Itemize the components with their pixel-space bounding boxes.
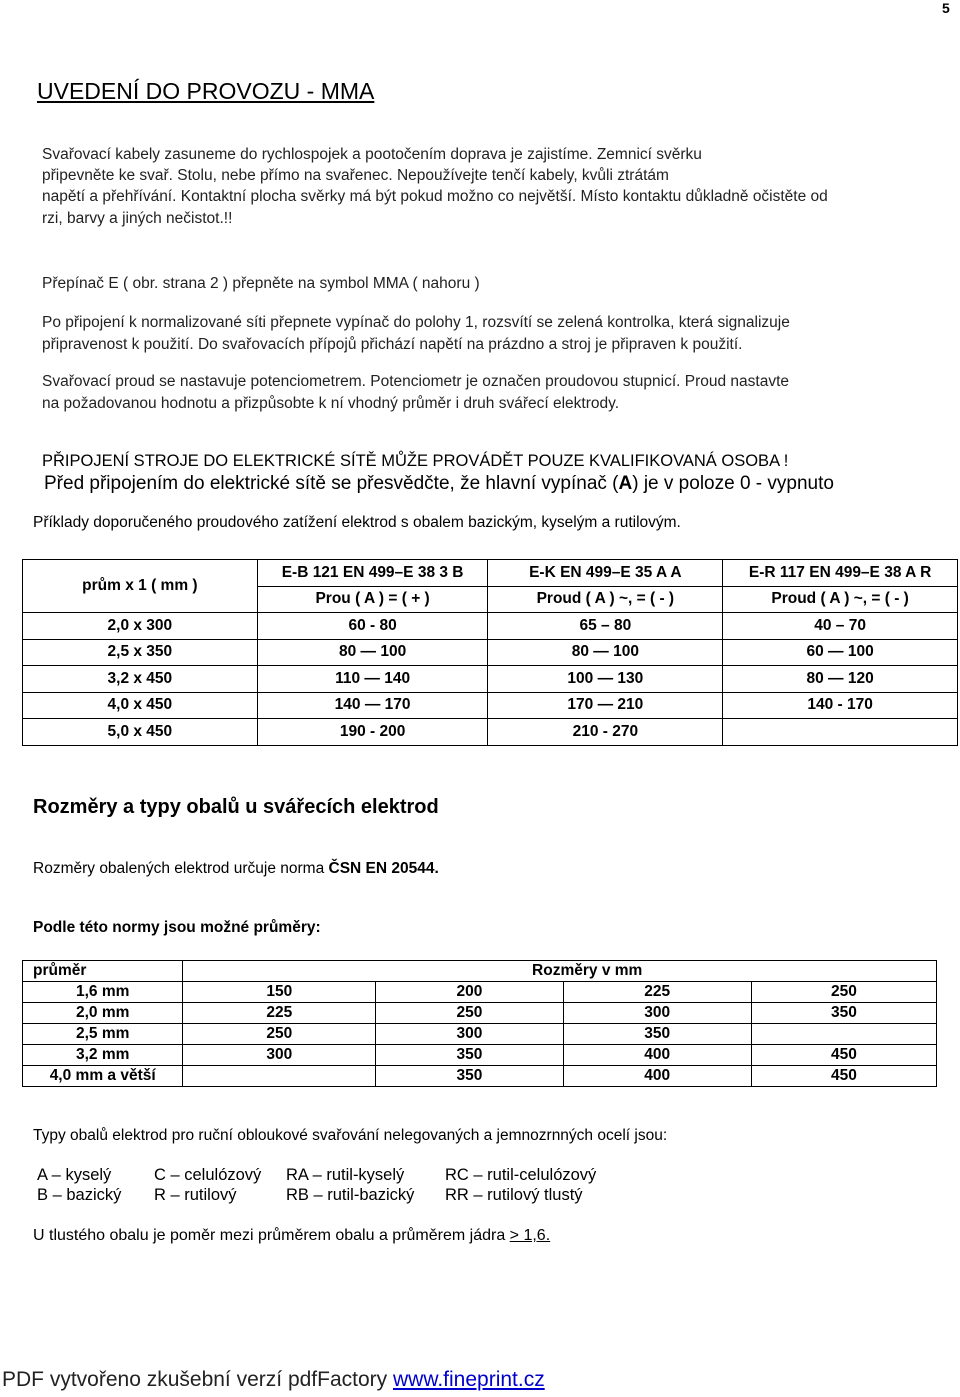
table-cell: 40 – 70: [723, 613, 958, 640]
table-cell: 80 — 120: [723, 666, 958, 693]
table-cell: 80 — 100: [488, 639, 723, 666]
table-cell: [723, 719, 958, 746]
table-row: [23, 719, 958, 746]
table-header-row: [23, 961, 937, 982]
table-row: [23, 1045, 937, 1066]
table-row: [23, 613, 958, 640]
header-electrode: E-K EN 499–E 35 A A: [488, 560, 723, 587]
coating-code: A – kyselý: [37, 1166, 112, 1184]
table-cell: 60 — 100: [723, 639, 958, 666]
text-line: připevněte ke svař. Stolu, nebe přímo na svařenec. Nepoužívejte tenčí kabely, kvůli ztrátám: [42, 167, 669, 184]
table-cell: 5,0 x 450: [23, 719, 258, 746]
switch-label: A: [618, 473, 633, 494]
text-line: Svařovací proud se nastavuje potenciometrem. Potenciometr je označen proudovou stupnicí. Proud nastavte: [42, 373, 790, 390]
table-cell: 350: [376, 1045, 563, 1066]
ratio-value: > 1,6.: [509, 1227, 551, 1244]
cable-paragraph: [42, 144, 942, 230]
text-line: Svařovací kabely zasuneme do rychlospojek a pootočením doprava je zajistíme. Zemnicí svěrku: [42, 146, 702, 163]
coating-code: RA – rutil-kyselý: [286, 1166, 405, 1184]
table-row: [23, 1003, 937, 1024]
table-cell: 2,5 x 350: [23, 639, 258, 666]
table-cell: [751, 1024, 936, 1045]
coating-code: R – rutilový: [154, 1186, 237, 1204]
table-row: [23, 666, 958, 693]
text-line: Po připojení k normalizované síti přepnete vypínač do polohy 1, rozsvítí se zelená kontrolka, která signalizuje: [42, 314, 790, 331]
table-cell: 2,0 x 300: [23, 613, 258, 640]
table-cell: 60 - 80: [257, 613, 488, 640]
header-current: Proud ( A ) ~, = ( - ): [723, 586, 958, 613]
table-cell: 350: [751, 1003, 936, 1024]
warning-text: ) je v poloze 0 - vypnuto: [632, 473, 834, 494]
table-cell: 170 — 210: [488, 692, 723, 719]
table-cell: 225: [183, 1003, 376, 1024]
table-cell: 300: [183, 1045, 376, 1066]
coating-code: C – celulózový: [154, 1166, 262, 1184]
table-cell: 2,5 mm: [23, 1024, 183, 1045]
table-cell: 4,0 x 450: [23, 692, 258, 719]
norm-label: Rozměry obalených elektrod určuje norma: [33, 860, 329, 877]
table-cell: 450: [751, 1066, 936, 1087]
table-cell: 190 - 200: [257, 719, 488, 746]
table-cell: 80 — 100: [257, 639, 488, 666]
table-cell: 400: [563, 1066, 751, 1087]
table-cell: 100 — 130: [488, 666, 723, 693]
coating-code: RB – rutil-bazický: [286, 1186, 415, 1204]
coating-code: B – bazický: [37, 1186, 122, 1204]
table-row: [23, 1024, 937, 1045]
table-cell: 1,6 mm: [23, 982, 183, 1003]
warning-text: Před připojením do elektrické sítě se přesvědčte, že hlavní vypínač (: [44, 473, 619, 494]
table-row: [23, 982, 937, 1003]
norm-text: [33, 860, 439, 878]
table-row: [23, 692, 958, 719]
electrode-load-table: [22, 559, 958, 746]
coating-types-intro: Typy obalů elektrod pro ruční obloukové svařování nelegovaných a jemnozrnných ocelí jsou:: [33, 1127, 668, 1144]
load-table-intro: Příklady doporučeného proudového zatížení elektrod s obalem bazickým, kyselým a rutilovým.: [33, 514, 681, 531]
page-title: UVEDENÍ DO PROVOZU - MMA: [37, 78, 375, 104]
table-row: [23, 639, 958, 666]
table-cell: 150: [183, 982, 376, 1003]
table-cell: 350: [563, 1024, 751, 1045]
ratio-text: U tlustého obalu je poměr mezi průměrem obalu a průměrem jádra: [33, 1227, 510, 1244]
text-line: napětí a přehřívání. Kontaktní plocha svěrky má být pokud možno co největší. Místo kontaktu důkladně očistěte od: [42, 188, 828, 205]
possible-diameters-title: Podle této normy jsou možné průměry:: [33, 919, 321, 936]
table-cell: 200: [376, 982, 563, 1003]
table-cell: 2,0 mm: [23, 1003, 183, 1024]
current-paragraph: [42, 371, 942, 415]
table-cell: 140 — 170: [257, 692, 488, 719]
table-cell: 300: [376, 1024, 563, 1045]
page-number: 5: [942, 0, 950, 16]
table-cell: 3,2 mm: [23, 1045, 183, 1066]
coating-code: RC – rutil-celulózový: [445, 1166, 597, 1184]
pdf-footer: [2, 1368, 545, 1392]
electrode-dimension-table: [22, 960, 937, 1087]
table-cell: 65 – 80: [488, 613, 723, 640]
table-cell: 400: [563, 1045, 751, 1066]
header-diameter: průměr: [23, 961, 183, 982]
header-electrode: E-R 117 EN 499–E 38 A R: [723, 560, 958, 587]
text-line: na požadovanou hodnotu a přizpůsobte k ní vhodný průměr i druh svářecí elektrody.: [42, 395, 620, 412]
table-cell: 225: [563, 982, 751, 1003]
table-cell: 450: [751, 1045, 936, 1066]
connection-paragraph: [42, 312, 942, 356]
table-cell: 210 - 270: [488, 719, 723, 746]
coating-ratio-note: [33, 1227, 550, 1245]
coating-codes-row: [37, 1186, 583, 1205]
header-current: Proud ( A ) ~, = ( - ): [488, 586, 723, 613]
table-cell: 250: [376, 1003, 563, 1024]
warning-main-switch: [44, 473, 834, 495]
footer-text: PDF vytvořeno zkušební verzí pdfFactory: [2, 1368, 393, 1391]
norm-code: ČSN EN 20544.: [328, 860, 439, 877]
table-header-row: [23, 560, 958, 587]
table-cell: 350: [376, 1066, 563, 1087]
table-cell: 300: [563, 1003, 751, 1024]
table-cell: 4,0 mm a větší: [23, 1066, 183, 1087]
warning-qualified-person: PŘIPOJENÍ STROJE DO ELEKTRICKÉ SÍTĚ MŮŽE PROVÁDĚT POUZE KVALIFIKOVANÁ OSOBA !: [42, 452, 789, 470]
section-title: Rozměry a typy obalů u svářecích elektrod: [33, 796, 439, 818]
table-cell: [183, 1066, 376, 1087]
coating-codes-row: [37, 1166, 596, 1185]
header-diameter: prům x 1 ( mm ): [23, 560, 258, 613]
coating-code: RR – rutilový tlustý: [445, 1186, 583, 1204]
header-dimensions: Rozměry v mm: [183, 961, 937, 982]
header-electrode: E-B 121 EN 499–E 38 3 B: [257, 560, 488, 587]
table-cell: 140 - 170: [723, 692, 958, 719]
text-line: připravenost k použití. Do svařovacích přípojů přichází napětí na prázdno a stroj je připraven k použití.: [42, 336, 743, 353]
table-row: [23, 1066, 937, 1087]
table-cell: 250: [183, 1024, 376, 1045]
header-current: Prou ( A ) = ( + ): [257, 586, 488, 613]
text-line: rzi, barvy a jiných nečistot.!!: [42, 210, 233, 227]
footer-link[interactable]: www.fineprint.cz: [392, 1368, 545, 1391]
switch-note: Přepínač E ( obr. strana 2 ) přepněte na symbol MMA ( nahoru ): [42, 275, 480, 292]
table-cell: 110 — 140: [257, 666, 488, 693]
table-cell: 250: [751, 982, 936, 1003]
table-cell: 3,2 x 450: [23, 666, 258, 693]
